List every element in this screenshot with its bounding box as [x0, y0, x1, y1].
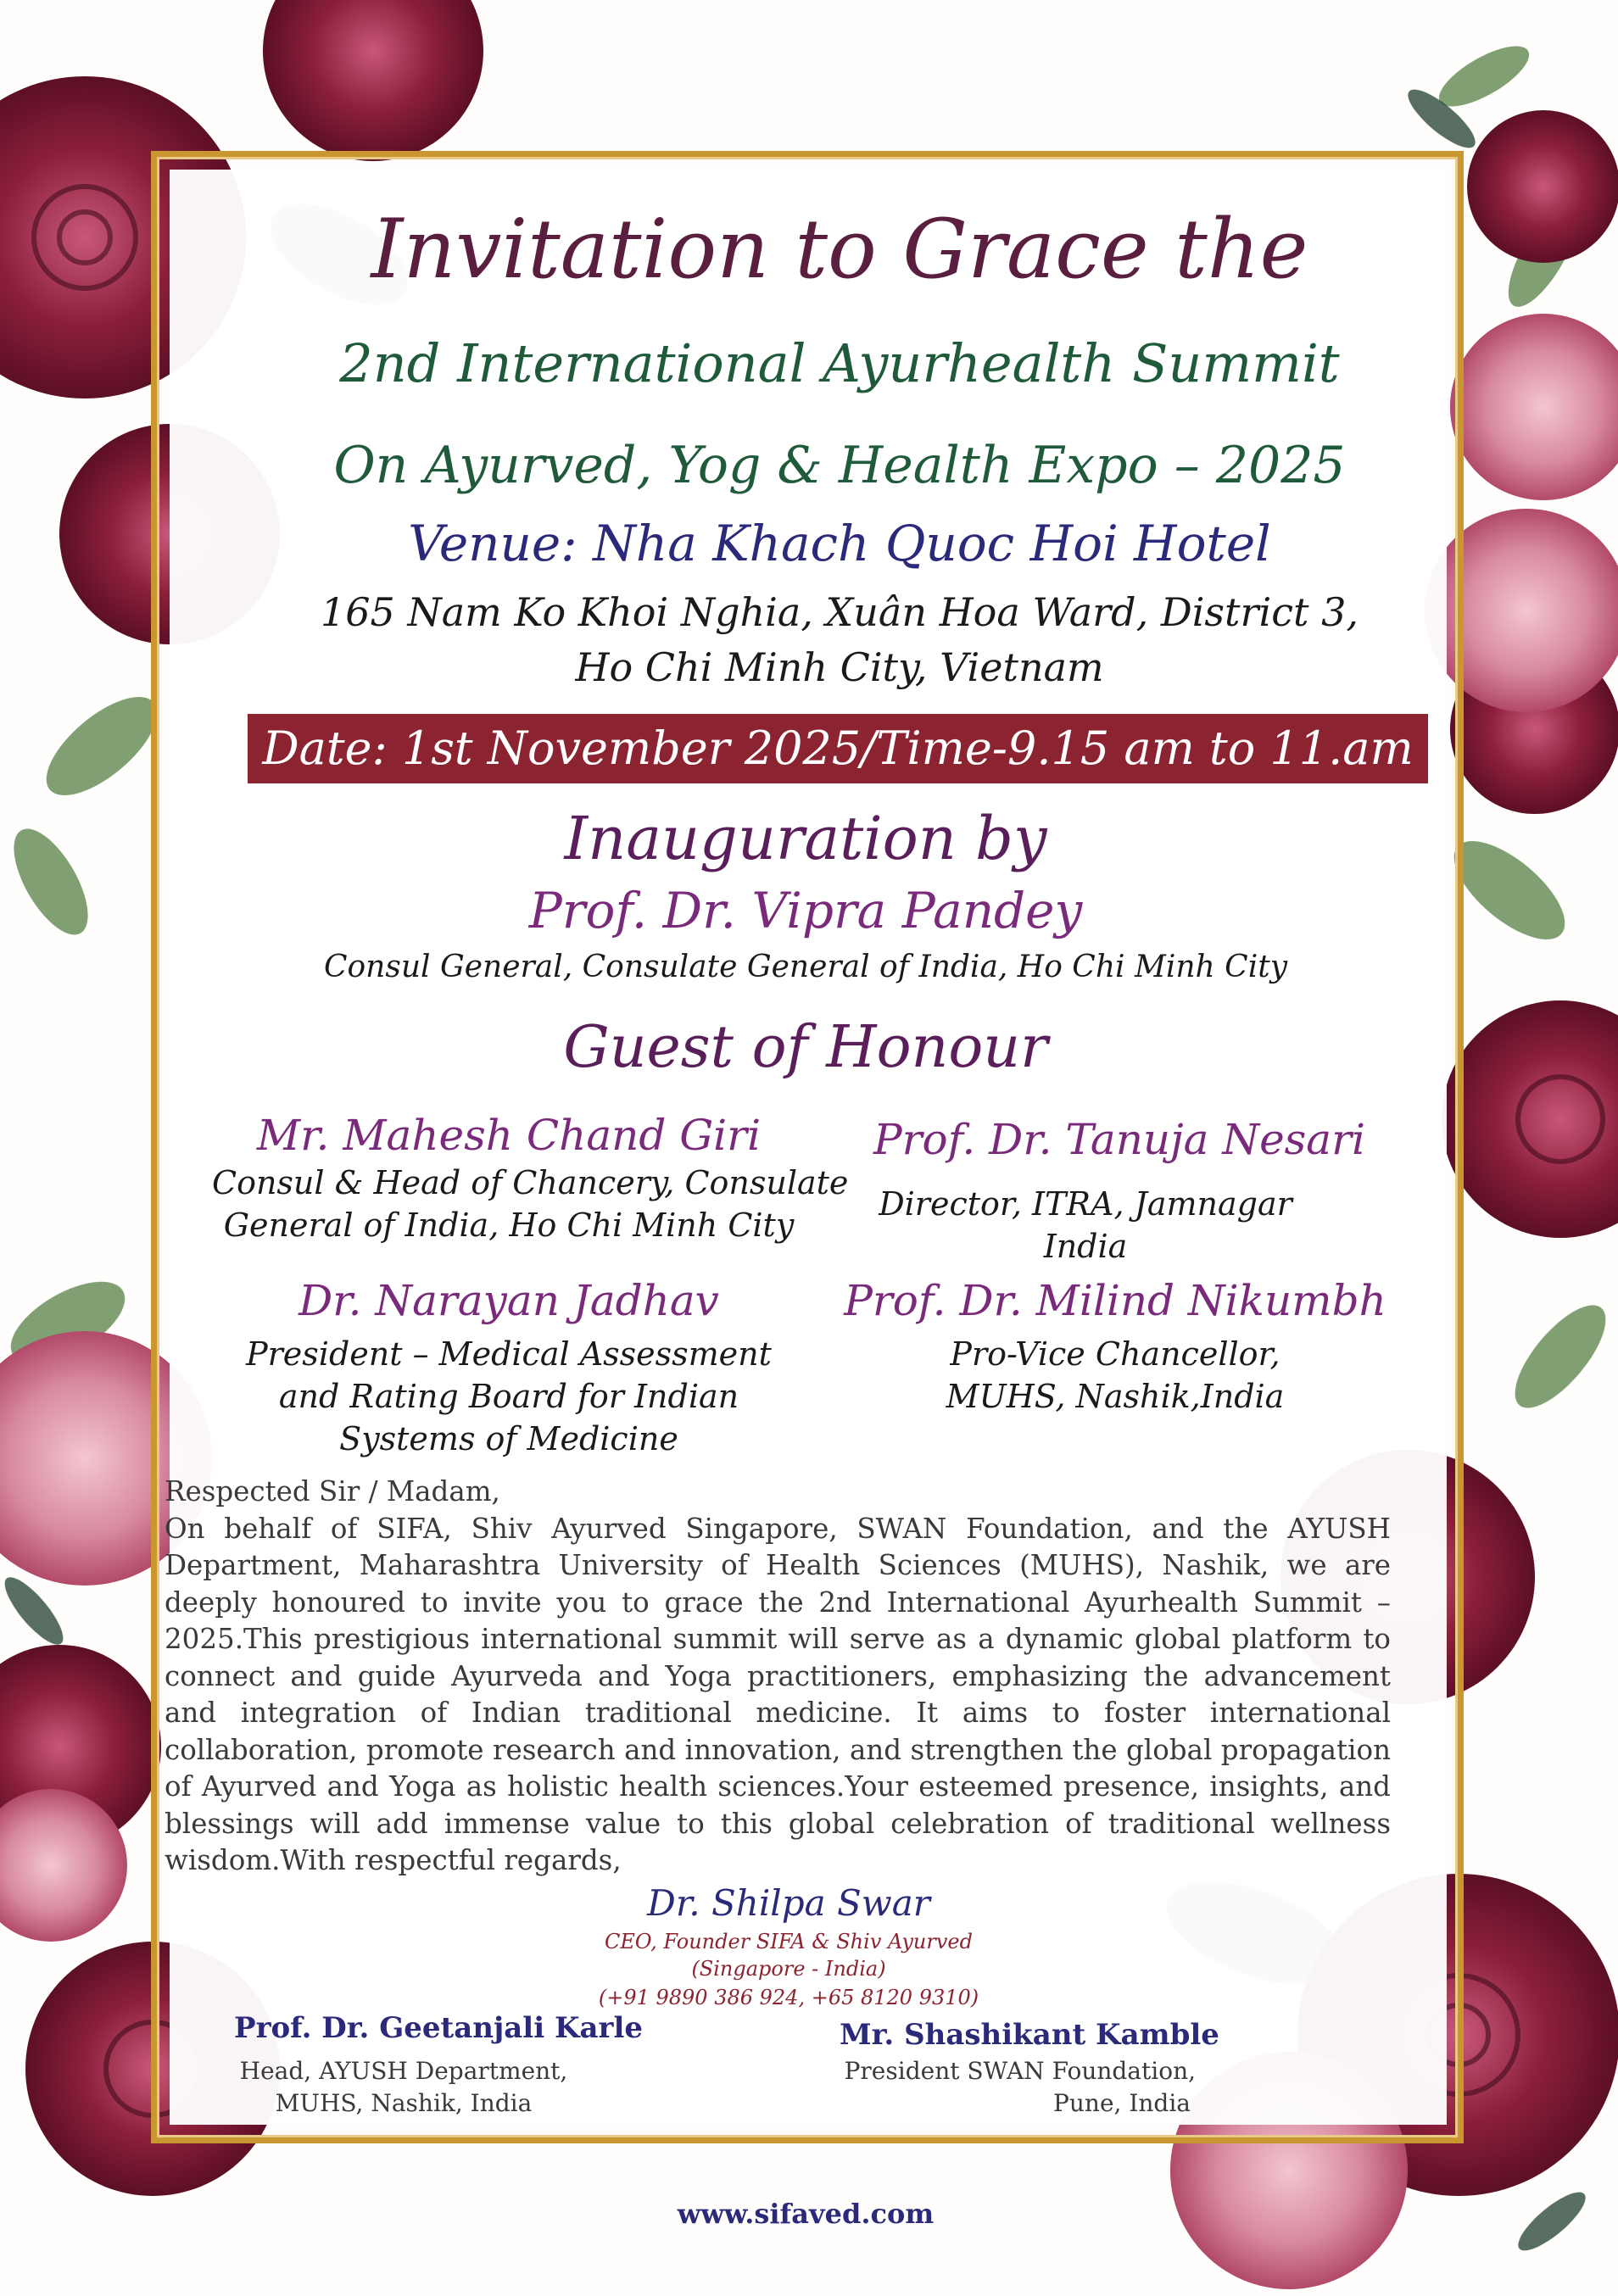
guest-name: Prof. Dr. Milind Nikumbh — [844, 1276, 1386, 1325]
summit-title: 2nd International Ayurhealth Summit — [339, 332, 1340, 394]
guest-role: MUHS, Nashik,India — [946, 1378, 1285, 1415]
left-signatory-role: Head, AYUSH Department, — [239, 2057, 568, 2085]
date-banner — [248, 714, 1428, 783]
guest-role: Pro-Vice Chancellor, — [950, 1335, 1280, 1373]
guest-role: Consul & Head of Chancery, Consulate — [212, 1164, 849, 1201]
left-signatory-role: MUHS, Nashik, India — [275, 2089, 533, 2117]
letter-salutation: Respected Sir / Madam, — [165, 1475, 500, 1507]
guest-role: President – Medical Assessment — [246, 1335, 772, 1373]
inauguration-heading: Inauguration by — [564, 804, 1047, 873]
invitation-letter — [165, 1474, 1391, 1880]
left-signatory-name: Prof. Dr. Geetanjali Karle — [234, 2011, 643, 2045]
website-link[interactable]: www.sifaved.com — [677, 2198, 935, 2230]
guest-name: Mr. Mahesh Chand Giri — [256, 1111, 762, 1160]
inaugurator-name: Prof. Dr. Vipra Pandey — [528, 882, 1083, 939]
right-signatory-role: President SWAN Foundation, — [844, 2057, 1196, 2085]
guest-role: India — [1043, 1228, 1128, 1265]
guest-role: General of India, Ho Chi Minh City — [223, 1207, 795, 1244]
venue-address-line1: 165 Nam Ko Khoi Nghia, Xuân Hoa Ward, District 3, — [321, 589, 1359, 635]
inaugurator-role: Consul General, Consulate General of India, Ho Chi Minh City — [323, 950, 1288, 984]
guest-role: Systems of Medicine — [339, 1420, 678, 1457]
main-signatory-phones: (+91 9890 386 924, +65 8120 9310) — [598, 1986, 979, 2009]
guest-name: Prof. Dr. Tanuja Nesari — [873, 1115, 1366, 1164]
main-signatory-name: Dr. Shilpa Swar — [647, 1882, 930, 1924]
venue-address-line2: Ho Chi Minh City, Vietnam — [575, 644, 1104, 690]
invitation-title: Invitation to Grace the — [371, 202, 1308, 297]
expo-subtitle: On Ayurved, Yog & Health Expo – 2025 — [333, 436, 1346, 495]
date-banner-text: Date: 1st November 2025/Time-9.15 am to 11.am — [262, 722, 1414, 775]
letter-body: On behalf of SIFA, Shiv Ayurved Singapore, SWAN Foundation, and the AYUSH Department, Maharashtra University of Health Sciences (MUHS), Nashik, we are deeply honoured to invite you to grace the 2nd International Ayurhealth Summit – 2025.This prestigious international summit will serve as a dynamic global platform to connect and guide Ayurveda and Yoga practitioners, emphasizing the advancement and integration of Indian traditional medicine. It aims to foster international collaboration, promote research and innovation, and strengthen the global propagation of Ayurved and Yoga as holistic health sciences.Your esteemed presence, insights, and blessings will add immense value to this global celebration of traditional wellness wisdom.With respectful regards, — [165, 1512, 1391, 1876]
venue-label: Venue: Nha Khach Quoc Hoi Hotel — [408, 515, 1271, 572]
guest-name: Dr. Narayan Jadhav — [298, 1276, 719, 1325]
main-signatory-title: CEO, Founder SIFA & Shiv Ayurved — [605, 1930, 973, 1953]
right-signatory-role: Pune, India — [1053, 2089, 1191, 2117]
guest-role: and Rating Board for Indian — [278, 1378, 739, 1415]
guest-role: Director, ITRA, Jamnagar — [879, 1185, 1292, 1223]
main-signatory-location: (Singapore - India) — [691, 1957, 886, 1981]
guest-of-honour-heading: Guest of Honour — [563, 1014, 1048, 1081]
right-signatory-name: Mr. Shashikant Kamble — [840, 2018, 1219, 2052]
